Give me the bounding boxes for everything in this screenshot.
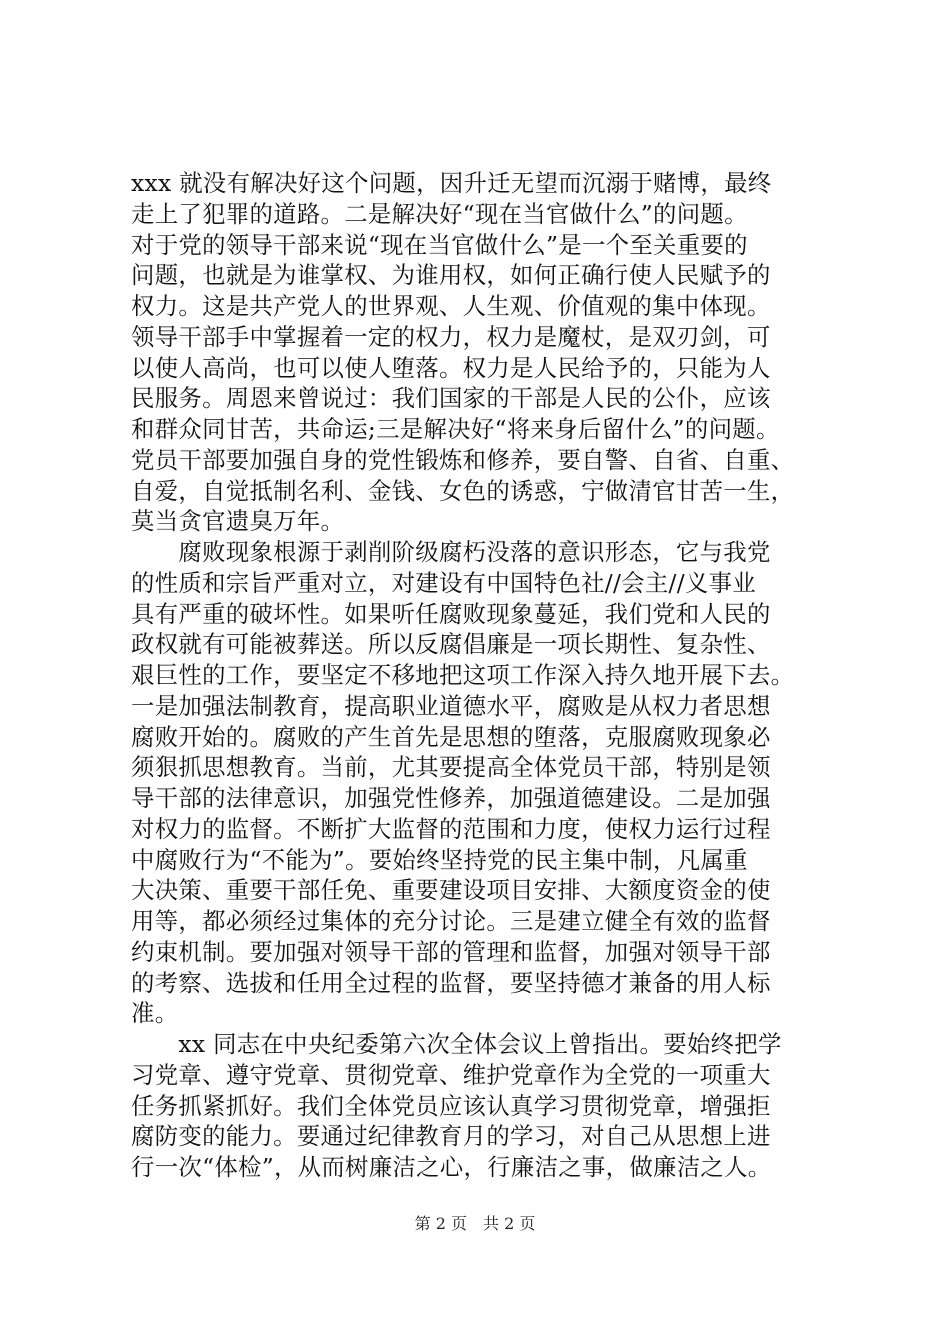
text-line: 莫当贪官遗臭万年。 xyxy=(131,507,345,536)
text-line: 的考察、选拔和任用全过程的监督，要坚持德才兼备的用人标 xyxy=(131,968,771,997)
text-line: 自爱，自觉抵制名利、金钱、女色的诱惑，宁做清官甘苦一生， xyxy=(131,476,795,505)
text-line: 领导干部手中掌握着一定的权力，权力是魔杖，是双刃剑，可 xyxy=(131,322,771,351)
body-text xyxy=(131,168,831,1183)
text-line: 导干部的法律意识，加强党性修养，加强道德建设。二是加强 xyxy=(131,784,771,812)
text-line: 腐败现象根源于剥削阶级腐朽没落的意识形态，它与我党 xyxy=(131,538,771,566)
text-line: 腐防变的能力。要通过纪律教育月的学习，对自己从思想上进 xyxy=(131,1122,771,1151)
text-line: 走上了犯罪的道路。二是解决好“现在当官做什么”的问题。 xyxy=(131,199,748,228)
text-line: 大决策、重要干部任免、重要建设项目安排、大额度资金的使 xyxy=(131,876,771,905)
text-line: 须狠抓思想教育。当前，尤其要提高全体党员干部，特别是领 xyxy=(131,753,771,782)
text-line: 对于党的领导干部来说“现在当官做什么”是一个至关重要的 xyxy=(131,230,748,259)
text-line: 腐败开始的。腐败的产生首先是思想的堕落，克服腐败现象必 xyxy=(131,722,771,751)
text-line: 的性质和宗旨严重对立，对建设有中国特色社//会主//义事业 xyxy=(131,568,756,597)
text-line: 政权就有可能被葬送。所以反腐倡廉是一项长期性、复杂性、 xyxy=(131,630,771,659)
text-line: xx 同志在中央纪委第六次全体会议上曾指出。要始终把学 xyxy=(131,1030,782,1058)
text-line: 和群众同甘苦，共命运;三是解决好“将来身后留什么”的问题。 xyxy=(131,415,780,443)
text-line: 以使人高尚，也可以使人堕落。权力是人民给予的，只能为人 xyxy=(131,353,771,382)
page-footer: 第 2 页 共 2 页 xyxy=(414,1214,536,1233)
text-line: 问题，也就是为谁掌权、为谁用权，如何正确行使人民赋予的 xyxy=(131,261,771,290)
text-line: 民服务。周恩来曾说过：我们国家的干部是人民的公仆，应该 xyxy=(131,384,771,413)
text-line: 准。 xyxy=(131,999,179,1028)
text-line: 行一次“体检”，从而树廉洁之心，行廉洁之事，做廉洁之人。 xyxy=(131,1153,772,1181)
text-line: 艰巨性的工作，要坚定不移地把这项工作深入持久地开展下去。 xyxy=(131,661,795,689)
text-line: 权力。这是共产党人的世界观、人生观、价值观的集中体现。 xyxy=(131,292,771,320)
text-line: 习党章、遵守党章、贯彻党章、维护党章作为全党的一项重大 xyxy=(131,1060,771,1089)
text-line: 党员干部要加强自身的党性锻炼和修养，要自警、自省、自重、 xyxy=(131,445,795,474)
text-line: 约束机制。要加强对领导干部的管理和监督，加强对领导干部 xyxy=(131,937,771,966)
text-line: 具有严重的破坏性。如果听任腐败现象蔓延，我们党和人民的 xyxy=(131,599,771,628)
text-line: 用等，都必须经过集体的充分讨论。三是建立健全有效的监督 xyxy=(131,907,771,935)
text-line: xxx 就没有解决好这个问题，因升迁无望而沉溺于赌博，最终 xyxy=(131,169,772,197)
text-line: 任务抓紧抓好。我们全体党员应该认真学习贯彻党章，增强拒 xyxy=(131,1091,771,1120)
text-line: 一是加强法制教育，提高职业道德水平，腐败是从权力者思想 xyxy=(131,691,771,720)
text-line: 中腐败行为“不能为”。要始终坚持党的民主集中制，凡属重 xyxy=(131,845,748,874)
text-line: 对权力的监督。不断扩大监督的范围和力度，使权力运行过程 xyxy=(131,814,771,843)
